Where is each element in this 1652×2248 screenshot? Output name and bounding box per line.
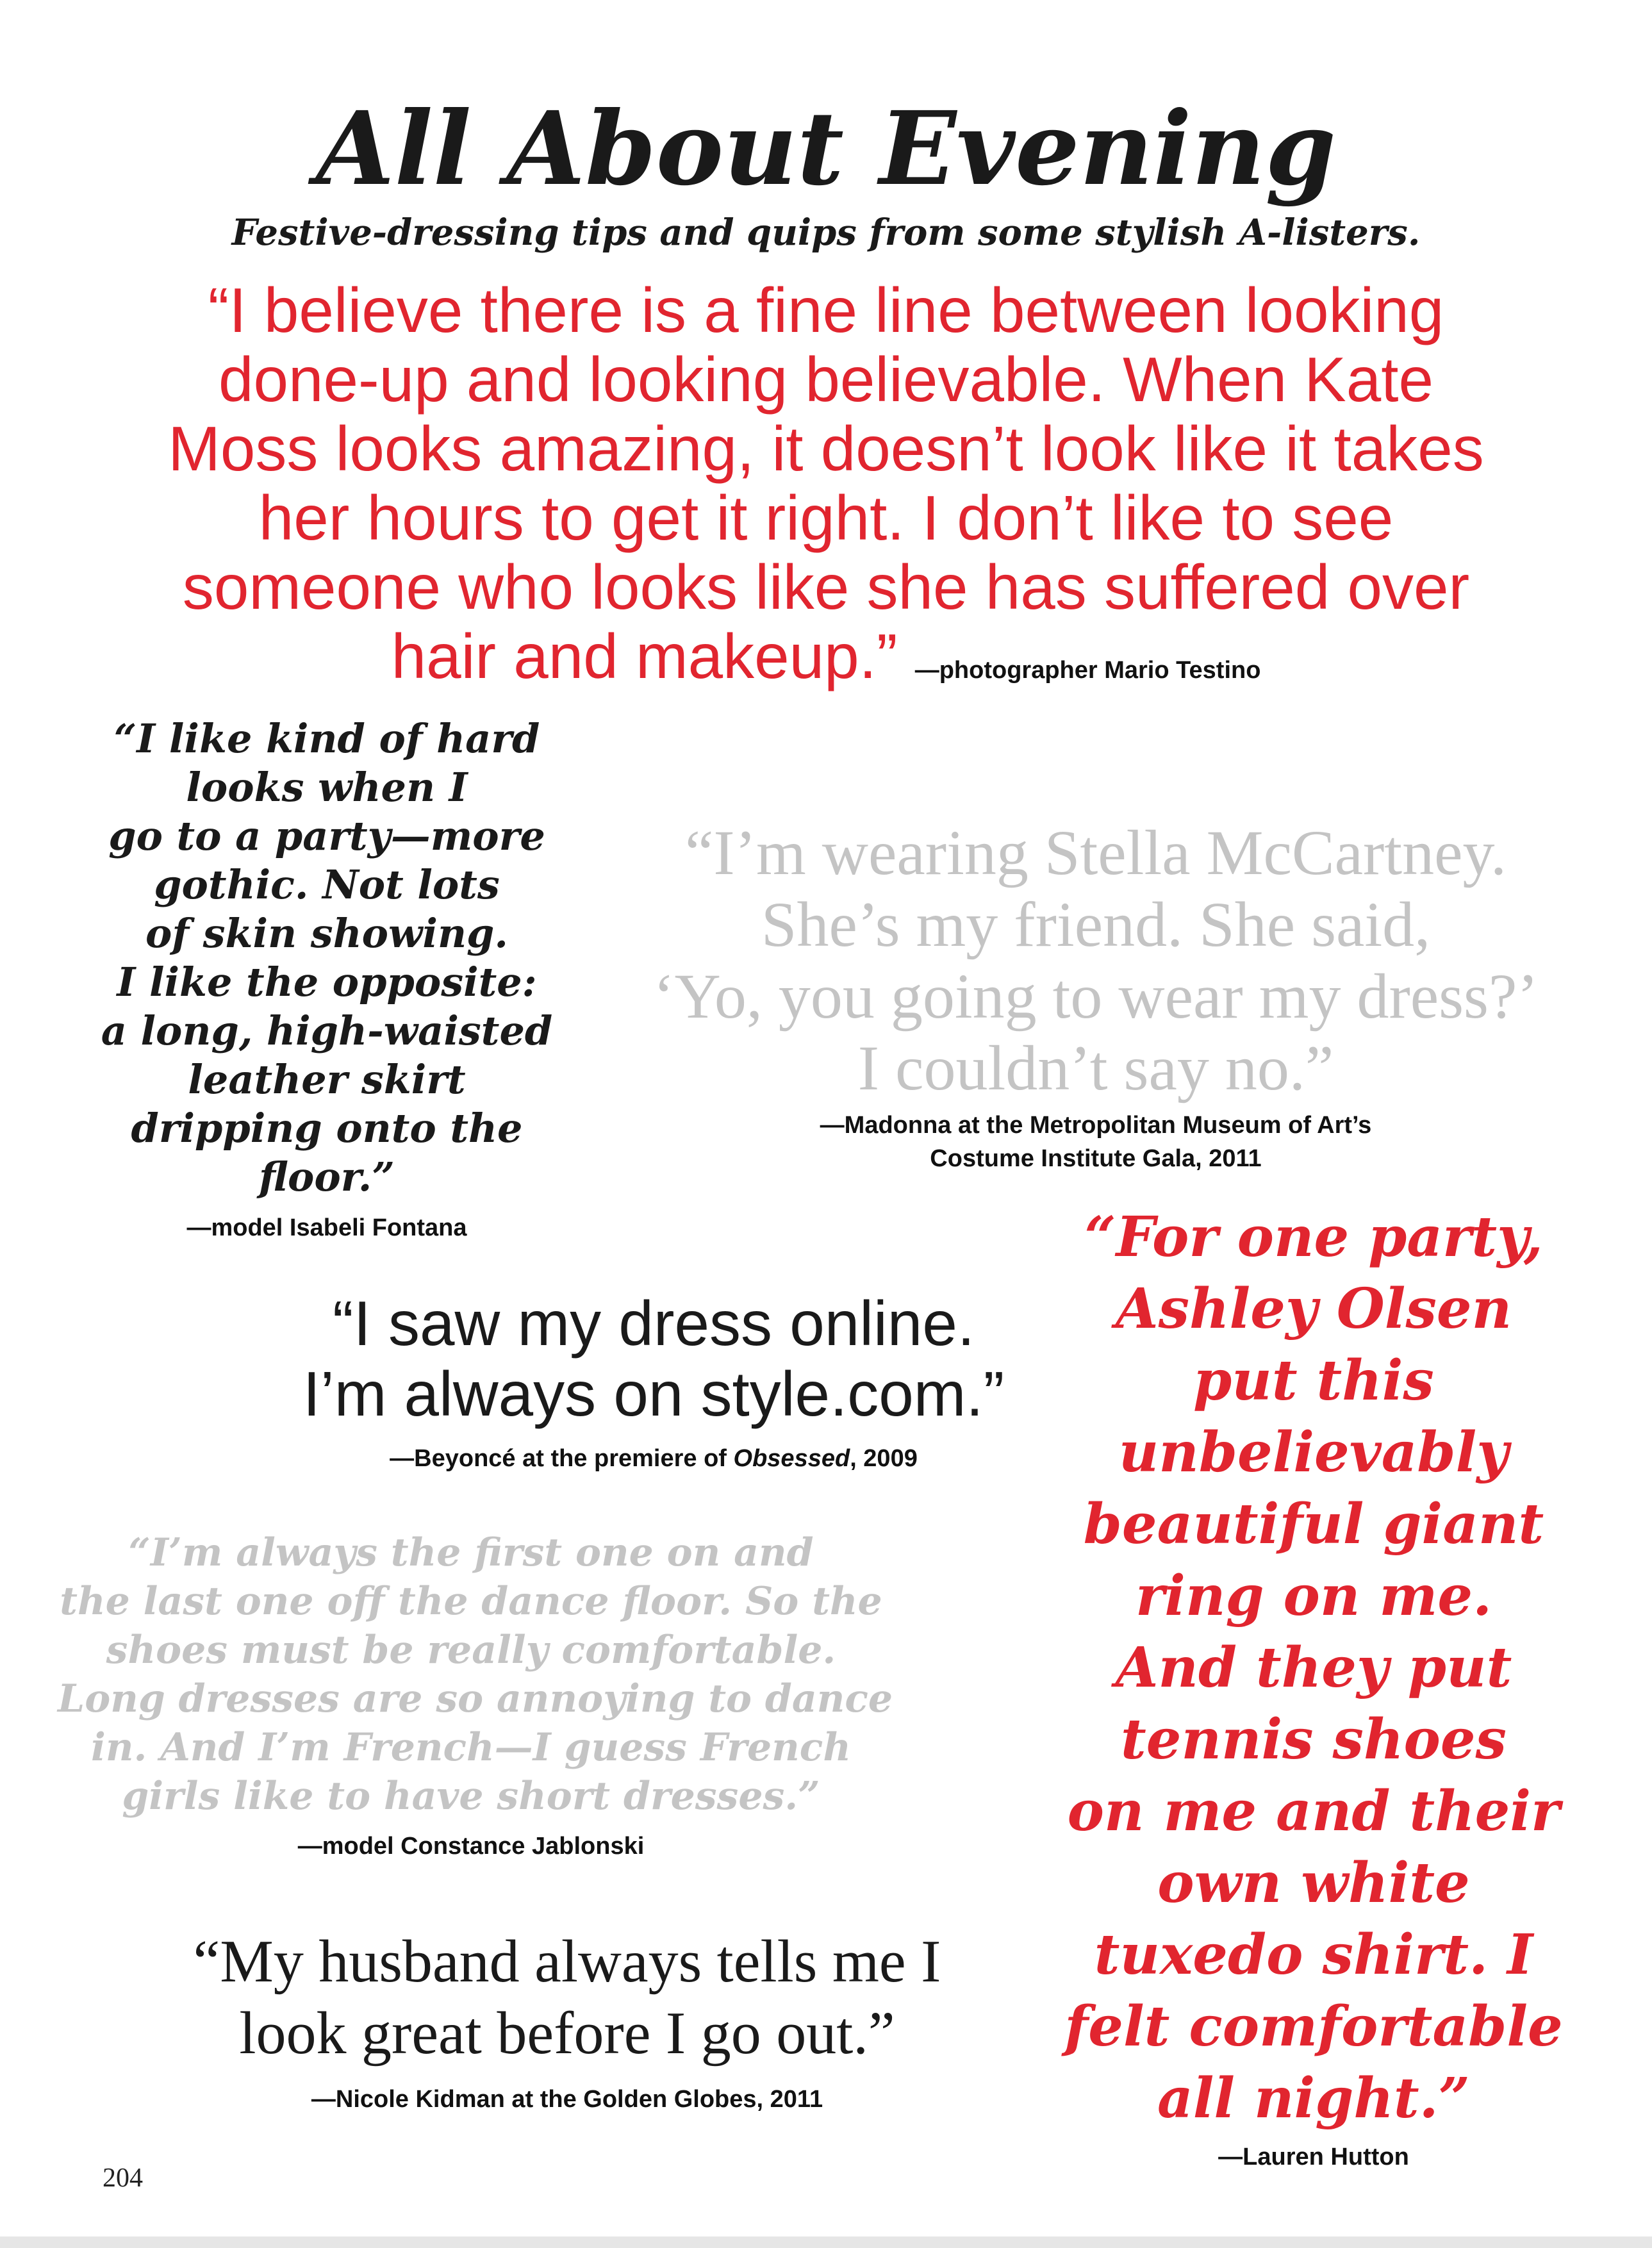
quote-line: floor.” — [258, 1153, 395, 1200]
quote-line: someone who looks like she has suffered over — [182, 552, 1470, 622]
quote-line: Ashley Olsen — [1115, 1277, 1512, 1341]
quote-fontana — [70, 715, 583, 1202]
quote-line: “I saw my dress online. — [332, 1288, 975, 1359]
quote-line: felt comfortable — [1064, 1994, 1563, 2059]
page-number: 204 — [103, 2163, 143, 2193]
quote-line: “I like kind of hard — [113, 715, 540, 762]
quote-line: I couldn’t say no.” — [857, 1032, 1334, 1103]
quote-line: go to a party—more — [108, 813, 545, 859]
page-title: All About Evening — [316, 90, 1336, 208]
quote-line: shoes must be really comfortable. — [106, 1628, 836, 1673]
attribution-beyonce — [205, 1445, 1102, 1473]
quote-line: I’m always on style.com.” — [302, 1359, 1005, 1429]
quote-line: And they put — [1115, 1635, 1512, 1700]
quote-line: all night.” — [1157, 2066, 1470, 2131]
quote-line: the last one off the dance floor. So the — [60, 1579, 882, 1624]
quote-testino — [64, 276, 1588, 705]
attribution-kidman: —Nicole Kidman at the Golden Globes, 2011 — [311, 2086, 823, 2113]
quote-line: on me and their — [1067, 1779, 1560, 1844]
quote-line: done-up and looking believable. When Kate — [218, 344, 1434, 415]
attribution-madonna — [577, 1109, 1615, 1175]
quote-line: looks when I — [186, 764, 468, 811]
attribution-testino: —photographer Mario Testino — [914, 657, 1261, 684]
quote-line: ‘Yo, you going to wear my dress?’ — [653, 961, 1539, 1032]
quote-line: own white — [1157, 1851, 1470, 1915]
deck-subtitle: Festive-dressing tips and quips from some stylish A-listers. — [231, 211, 1421, 254]
quote-line: Long dresses are so annoying to dance — [58, 1676, 893, 1721]
quote-line: dripping onto the — [131, 1105, 523, 1152]
quote-line: gothic. Not lots — [154, 861, 500, 908]
attribution-line: Costume Institute Gala, 2011 — [930, 1145, 1262, 1172]
quote-last-line — [64, 622, 1588, 705]
quote-beyonce — [205, 1288, 1102, 1429]
quote-line: look great before I go out.” — [239, 2000, 895, 2067]
quote-line: “I believe there is a fine line between looking — [208, 275, 1444, 345]
attribution-jablonski: —model Constance Jablonski — [297, 1833, 645, 1860]
quote-line: tuxedo shirt. I — [1094, 1922, 1533, 1987]
quote-line: her hours to get it right. I don’t like to see — [258, 483, 1394, 553]
attribution-suffix: , 2009 — [850, 1445, 918, 1472]
quote-kidman — [103, 1926, 1032, 2069]
attribution-hutton: —Lauren Hutton — [1218, 2144, 1409, 2170]
quote-line: unbelievably — [1118, 1420, 1509, 1485]
quote-line: a long, high-waisted — [101, 1007, 553, 1054]
quote-line: of skin showing. — [145, 910, 508, 957]
quote-line: girls like to have short dresses.” — [122, 1774, 820, 1819]
quote-line: I like the opposite: — [117, 959, 537, 1005]
quote-line: in. And I’m French—I guess French — [91, 1725, 851, 1770]
quote-line: beautiful giant — [1083, 1492, 1544, 1557]
attribution-prefix: —Beyoncé at the premiere of — [390, 1445, 734, 1472]
quote-line: “For one party, — [1084, 1205, 1543, 1269]
quote-madonna — [577, 817, 1615, 1104]
quote-line: ring on me. — [1135, 1564, 1492, 1628]
quote-line: “I’m always the first one on and — [128, 1530, 814, 1575]
quote-line: put this — [1193, 1348, 1434, 1413]
page-bottom-edge — [0, 2236, 1652, 2248]
attribution-film-title: Obsessed — [733, 1445, 850, 1472]
quote-jablonski — [58, 1528, 893, 1821]
quote-line: tennis shoes — [1121, 1707, 1507, 1772]
quote-line: hair and makeup.” — [391, 621, 898, 691]
attribution-line: —Madonna at the Metropolitan Museum of Art’s — [820, 1112, 1372, 1139]
quote-line: Moss looks amazing, it doesn’t look like it takes — [168, 413, 1484, 484]
quote-line: She’s my friend. She said, — [761, 889, 1431, 960]
quote-line: “I’m wearing Stella McCartney. — [685, 817, 1507, 888]
attribution-fontana: —model Isabeli Fontana — [186, 1214, 467, 1241]
quote-line: leather skirt — [188, 1056, 466, 1103]
quote-line: “My husband always tells me I — [193, 1928, 941, 1995]
